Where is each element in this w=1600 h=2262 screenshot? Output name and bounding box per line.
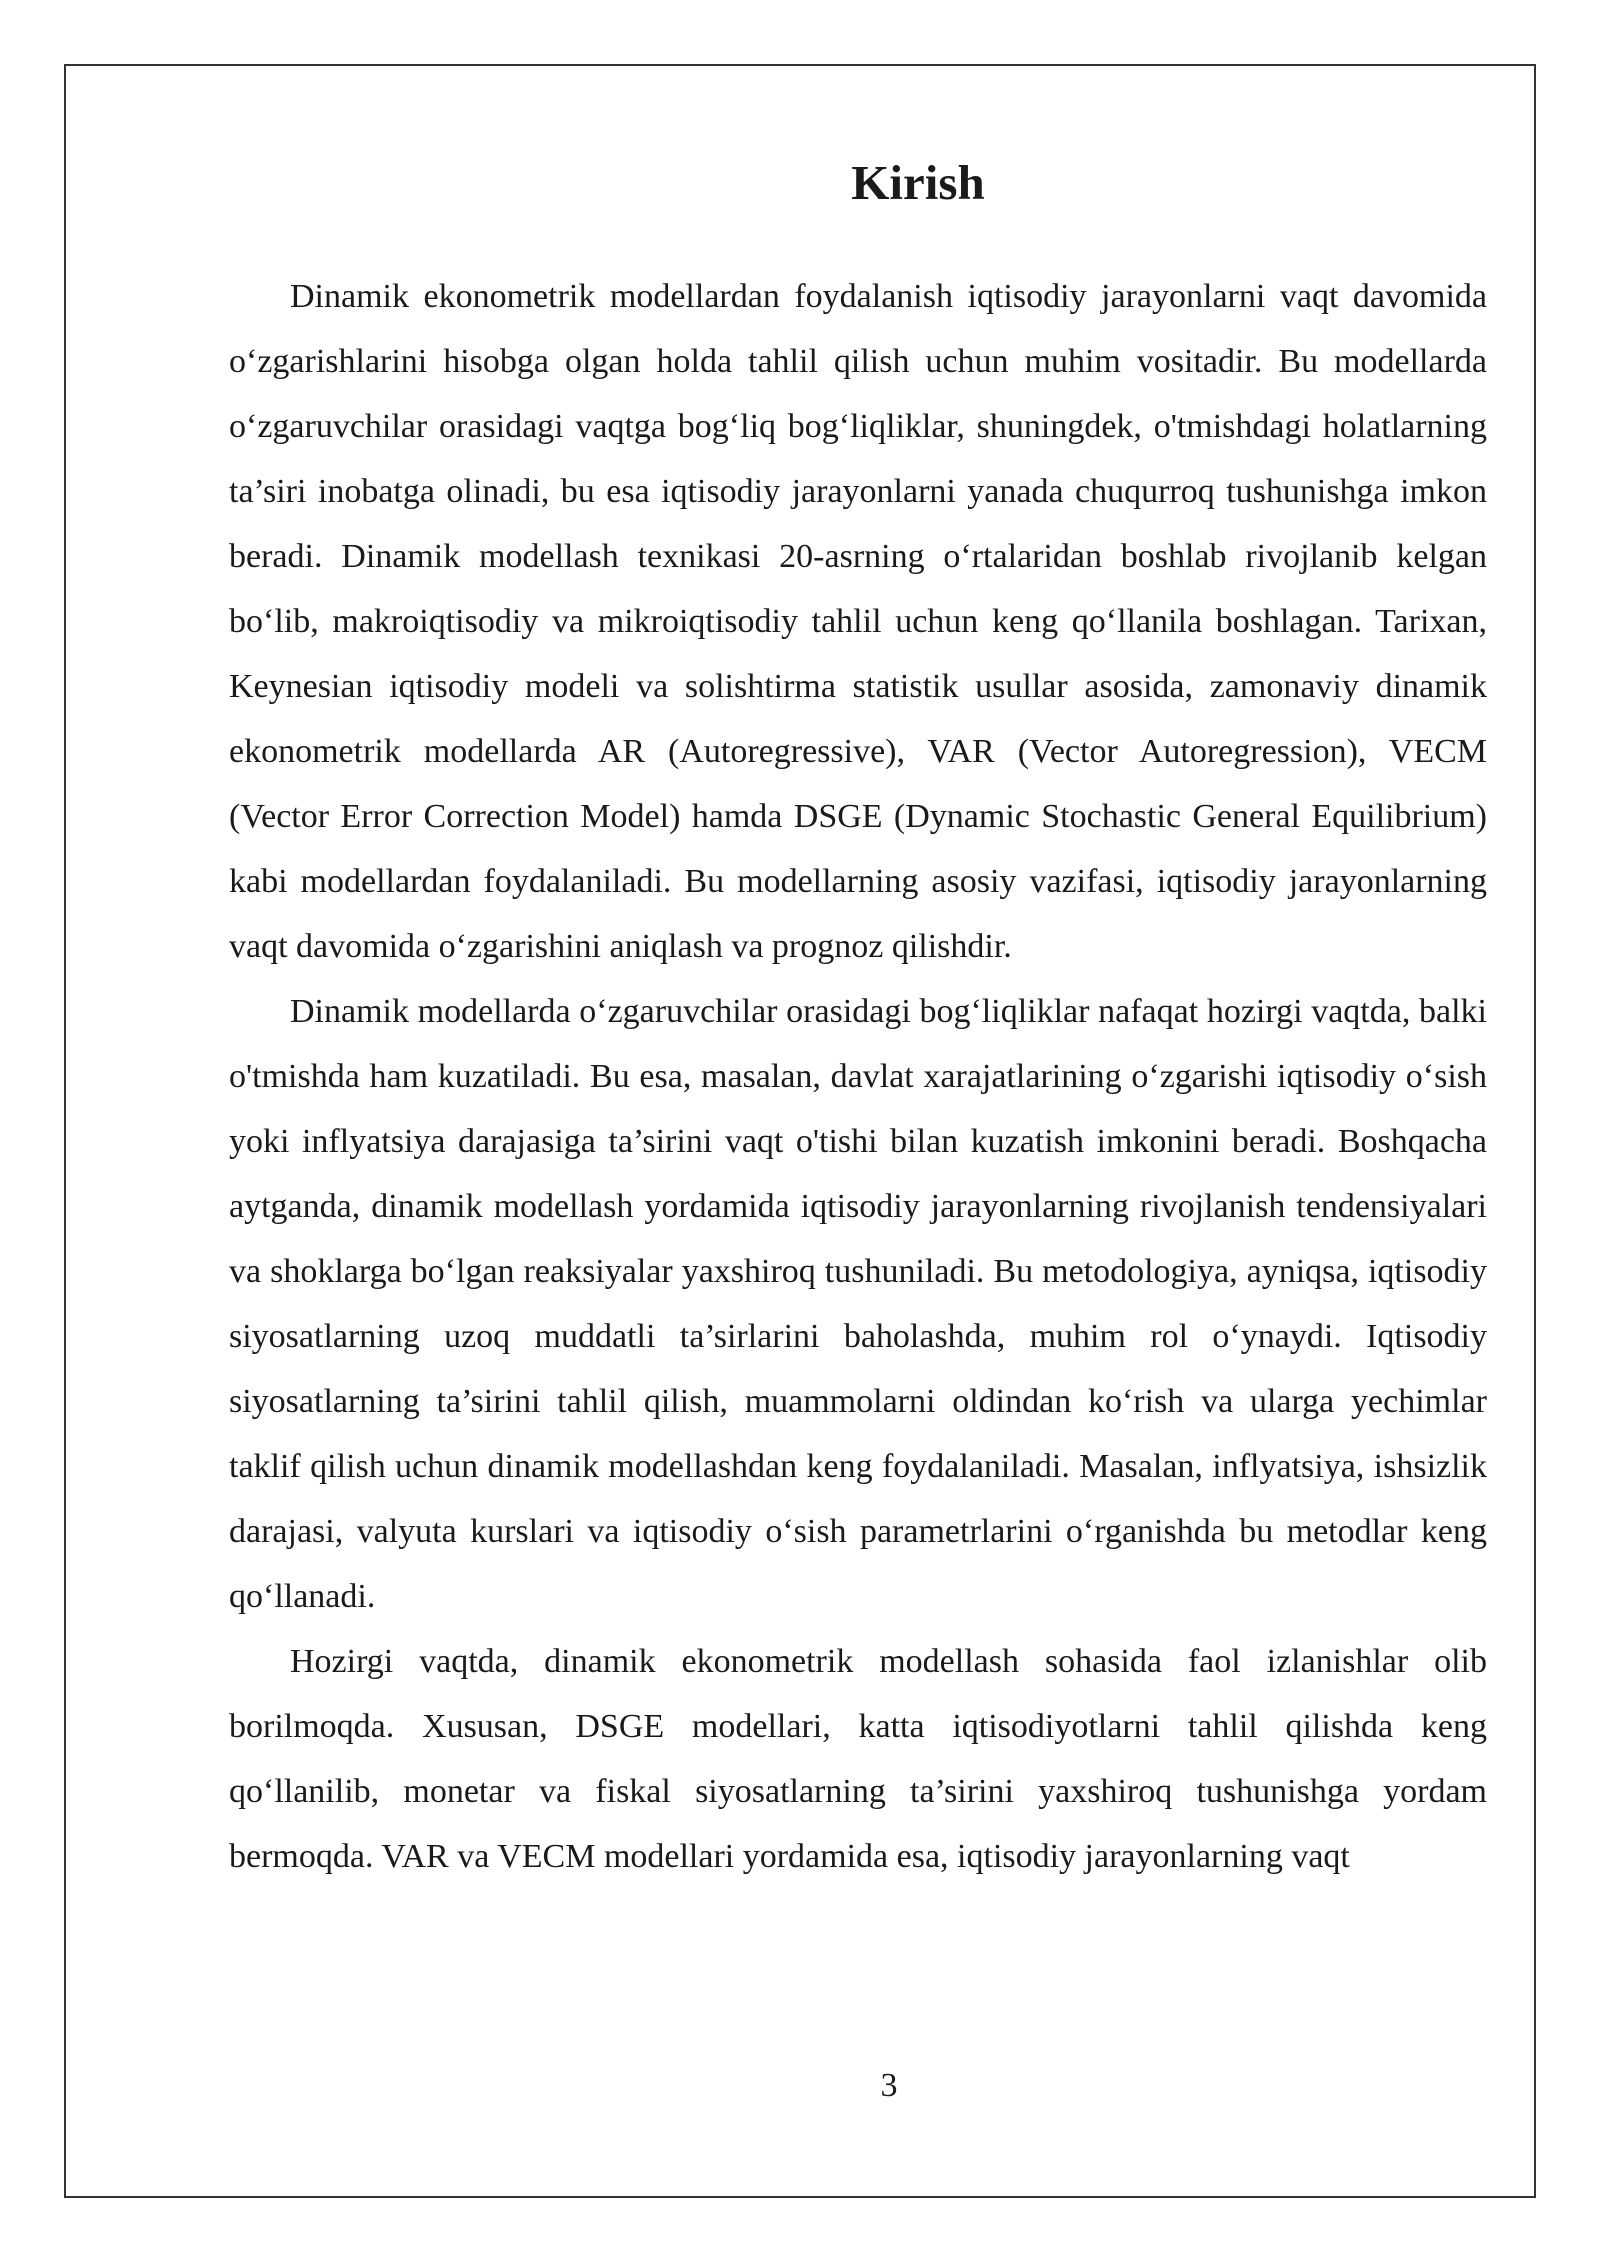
paragraph-2: Dinamik modellarda o‘zgaruvchilar orasidagi bog‘liqliklar nafaqat hozirgi vaqtda, balki o'tmishda ham kuzatiladi. Bu esa, masalan, davlat xarajatlarining o‘zgarishi iqtisodiy o‘sish yoki inflyatsiya darajasiga ta’sirini vaqt o'tishi bilan kuzatish imkonini beradi. Boshqacha aytganda, dinamik modellash yordamida iqtisodiy jarayonlarning rivojlanish tendensiyalari va shoklarga bo‘lgan reaksiyalar yaxshiroq tushuniladi. Bu metodologiya, ayniqsa, iqtisodiy siyosatlarning uzoq muddatli ta’sirlarini baholashda, muhim rol o‘ynaydi. Iqtisodiy siyosatlarning ta’sirini tahlil qilish, muammolarni oldindan ko‘rish va ularga yechimlar taklif qilish uchun dinamik modellashdan keng foydalaniladi. Masalan, inflyatsiya, ishsizlik darajasi, valyuta kurslari va iqtisodiy o‘sish parametrlarini o‘rganishda bu metodlar keng qo‘llanadi. bbox=[229, 993, 1487, 1615]
paragraph-1: Dinamik ekonometrik modellardan foydalanish iqtisodiy jarayonlarni vaqt davomida o‘zgarishlarini hisobga olgan holda tahlil qilish uchun muhim vositadir. Bu modellarda o‘zgaruvchilar orasidagi vaqtga bog‘liq bog‘liqliklar, shuningdek, o'tmishdagi holatlarning ta’siri inobatga olinadi, bu esa iqtisodiy jarayonlarni yanada chuqurroq tushunishga imkon beradi. Dinamik modellash texnikasi 20-asrning o‘rtalaridan boshlab rivojlanib kelgan bo‘lib, makroiqtisodiy va mikroiqtisodiy tahlil uchun keng qo‘llanila boshlagan. Tarixan, Keynesian iqtisodiy modeli va solishtirma statistik usullar asosida, zamonaviy dinamik ekonometrik modellarda AR (Autoregressive), VAR (Vector Autoregression), VECM (Vector Error Correction Model) hamda DSGE (Dynamic Stochastic General Equilibrium) kabi modellardan foydalaniladi. Bu modellarning asosiy vazifasi, iqtisodiy jarayonlarning vaqt davomida o‘zgarishini aniqlash va prognoz qilishdir. bbox=[229, 278, 1487, 965]
page-number: 3 bbox=[880, 2067, 898, 2104]
page-content bbox=[229, 140, 1487, 1889]
body-text bbox=[229, 264, 1487, 1889]
paragraph-3: Hozirgi vaqtda, dinamik ekonometrik modellash sohasida faol izlanishlar olib borilmoqda. Xususan, DSGE modellari, katta iqtisodiyotlarni tahlil qilishda keng qo‘llanilib, monetar va fiskal siyosatlarning ta’sirini yaxshiroq tushunishga yordam bermoqda. VAR va VECM modellari yordamida esa, iqtisodiy jarayonlarning vaqt bbox=[229, 1643, 1487, 1875]
page-title: Kirish bbox=[851, 155, 985, 210]
